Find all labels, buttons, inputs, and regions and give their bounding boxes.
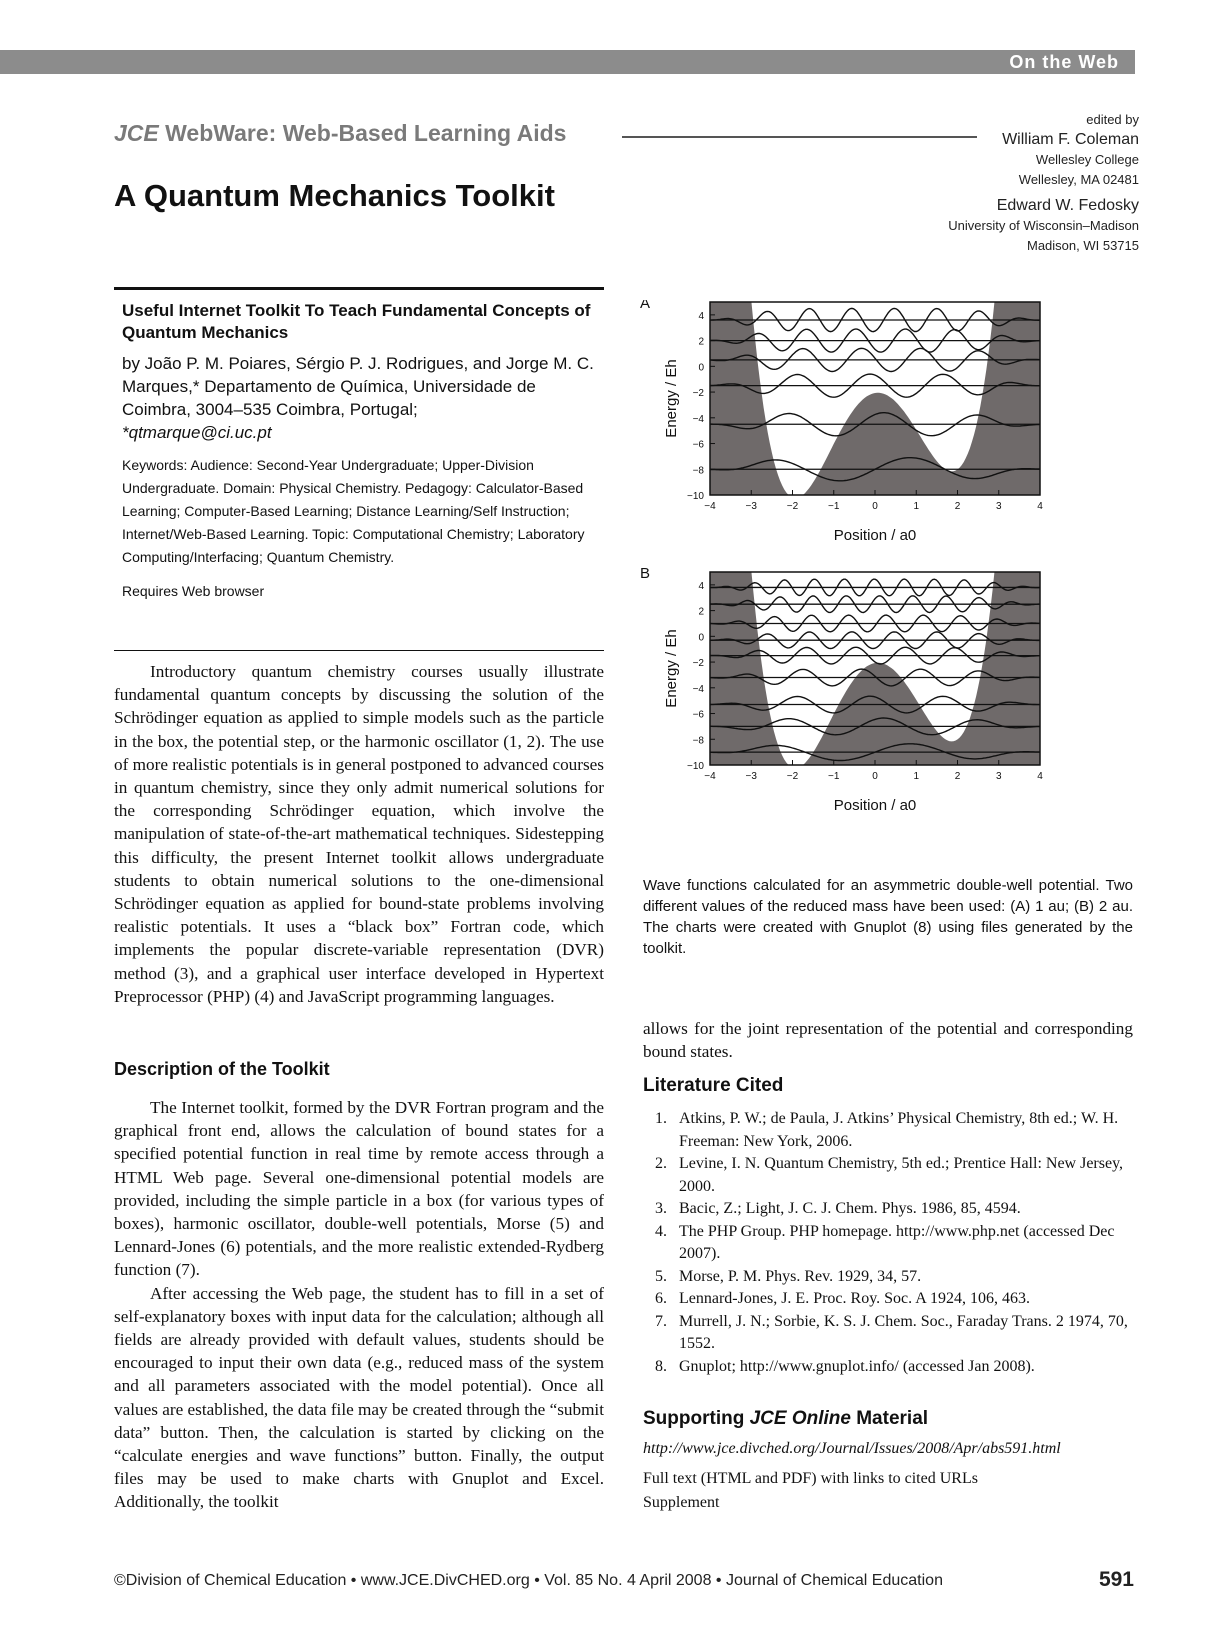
supporting-heading-emphasis: JCE Online <box>749 1408 851 1429</box>
reference-item <box>655 1108 1135 1153</box>
editor-2-affiliation: University of Wisconsin–Madison <box>948 218 1139 233</box>
x-tick-label: −3 <box>745 501 757 512</box>
supporting-heading-prefix: Supporting <box>643 1408 750 1429</box>
intro-paragraph-block <box>114 660 604 1008</box>
x-tick-label: −1 <box>828 771 840 782</box>
header-band <box>0 50 1135 74</box>
x-tick-label: 3 <box>995 771 1002 782</box>
y-tick-label: 4 <box>698 310 704 322</box>
reference-number: 5. <box>655 1267 667 1285</box>
x-tick-label: −4 <box>704 501 716 512</box>
abstract-authors <box>122 352 597 444</box>
x-axis-label: Position / a0 <box>833 797 917 814</box>
x-tick-label: −2 <box>786 501 799 512</box>
editor-1-name: William F. Coleman <box>1002 131 1139 148</box>
editor-1-address: Wellesley, MA 02481 <box>1018 172 1139 187</box>
literature-heading: Literature Cited <box>643 1075 784 1096</box>
y-tick-label: −10 <box>687 491 704 502</box>
editor-2-address: Madison, WI 53715 <box>1026 238 1139 253</box>
y-tick-label: −2 <box>692 388 704 400</box>
abstract-requirements: Requires Web browser <box>122 583 265 599</box>
section-heading-block <box>114 1058 604 1081</box>
y-tick-label: −8 <box>692 735 704 747</box>
supporting-heading <box>643 1408 928 1430</box>
reference-text: Gnuplot; http://www.gnuplot.info/ (accessed Jan 2008). <box>679 1357 1035 1375</box>
y-tick-label: 2 <box>698 336 704 348</box>
column-title-text: WebWare: Web-Based Learning Aids <box>158 120 567 146</box>
supporting-heading-suffix: Material <box>850 1408 929 1429</box>
reference-number: 8. <box>655 1357 667 1375</box>
y-tick-label: −8 <box>692 465 704 477</box>
y-axis-label: Energy / Eh <box>663 359 680 438</box>
reference-text: Lennard-Jones, J. E. Proc. Roy. Soc. A 1924, 106, 463. <box>679 1290 1030 1307</box>
reference-number: 4. <box>655 1222 667 1240</box>
x-tick-label: −3 <box>745 771 757 782</box>
article-title: A Quantum Mechanics Toolkit <box>114 178 555 213</box>
reference-item <box>655 1198 1135 1221</box>
y-tick-label: −6 <box>692 709 704 721</box>
editor-1-affiliation: Wellesley College <box>1035 152 1139 167</box>
column-title <box>114 120 566 147</box>
y-tick-label: 0 <box>698 362 704 374</box>
x-tick-label: 3 <box>995 501 1002 512</box>
x-tick-label: 1 <box>913 501 920 512</box>
y-tick-label: 0 <box>698 632 704 644</box>
x-tick-label: 4 <box>1037 771 1043 782</box>
abstract-title: Useful Internet Toolkit To Teach Fundamental Concepts of Quantum Mechanics <box>122 301 591 342</box>
chart-panel-a <box>640 300 1043 544</box>
x-tick-label: 0 <box>872 501 878 512</box>
x-tick-label: −4 <box>704 771 716 782</box>
reference-text: Atkins, P. W.; de Paula, J. Atkins’ Physical Chemistry, 8th ed.; W. H. Freeman: New York, 2006. <box>679 1110 1119 1150</box>
y-tick-label: −2 <box>692 658 704 670</box>
reference-item <box>655 1221 1135 1266</box>
figure <box>640 300 1140 865</box>
figure-svg <box>640 300 1140 860</box>
reference-text: Morse, P. M. Phys. Rev. 1929, 34, 57. <box>679 1267 922 1285</box>
reference-item <box>655 1311 1135 1356</box>
reference-text: Murrell, J. N.; Sorbie, K. S. J. Chem. Soc., Faraday Trans. 2 1974, 70, 1552. <box>679 1312 1128 1352</box>
column-title-prefix: JCE <box>114 120 159 146</box>
reference-number: 6. <box>655 1290 667 1307</box>
reference-number: 1. <box>655 1110 667 1127</box>
description-paragraphs <box>114 1096 604 1514</box>
description-paragraph-1: The Internet toolkit, formed by the DVR Fortran program and the graphical front end, allows the calculation of bound states for a specified potential function in real time by remote access through a HTML Web page. Several one-dimensional potential models are provided, including the simple particle in a box (for various types of boxes), harmonic oscillator, double-well potentials, Morse (5) and Lennard-Jones (6) potentials, and the more realistic extended-Rydberg function (7). <box>114 1098 604 1280</box>
reference-item <box>655 1266 1135 1289</box>
chart-panel-b <box>640 546 1043 814</box>
y-tick-label: −10 <box>687 761 704 772</box>
reference-item <box>655 1288 1135 1311</box>
supporting-url-link[interactable]: http://www.jce.divched.org/Journal/Issues/2008/Apr/abs591.html <box>643 1440 1061 1457</box>
x-tick-label: 2 <box>954 501 961 512</box>
closing-paragraph: allows for the joint representation of the potential and corresponding bound states. <box>643 1019 1133 1062</box>
author-email-link[interactable]: *qtmarque@ci.uc.pt <box>122 423 272 442</box>
abstract-box <box>122 300 597 599</box>
panel-label: A <box>640 300 651 312</box>
y-tick-label: −6 <box>692 439 704 451</box>
reference-text: Bacic, Z.; Light, J. C. J. Chem. Phys. 1986, 85, 4594. <box>679 1200 1021 1217</box>
title-rule <box>622 136 977 138</box>
footer-text: ©Division of Chemical Education • www.JCE.DivCHED.org • Vol. 85 No. 4 April 2008 • Journal of Chemical Education <box>114 1572 943 1589</box>
description-paragraph-2: After accessing the Web page, the student has to fill in a set of self-explanatory boxes with input data for the calculation; although all fields are already provided with default values, students should be encouraged to input their own data (e.g., reduced mass of the system and all parameters associated with the model potential). Once all values are established, the data file may be created through the “submit data” button. Then, the calculation is started by clicking on the “calculate energies and wave functions” button. Finally, the output files may be used to make charts with Gnuplot and Excel. Additionally, the toolkit <box>114 1283 604 1512</box>
x-tick-label: 4 <box>1037 501 1043 512</box>
supporting-item-fulltext: Full text (HTML and PDF) with links to cited URLs <box>643 1470 978 1487</box>
x-tick-label: −2 <box>786 771 799 782</box>
editors-block <box>948 110 1139 256</box>
page-number: 591 <box>1098 1568 1134 1591</box>
abstract-keywords: Keywords: Audience: Second-Year Undergraduate; Upper-Division Undergraduate. Domain: Physical Chemistry. Pedagogy: Calculator-Based Learning; Computer-Based Learning; Distance Learning/Self Instruction; Internet/Web-Based Learning. Topic: Computational Chemistry; Laboratory Computing/Interfacing; Quantum Chemistry. <box>122 457 585 565</box>
abstract-authors-text: by João P. M. Poiares, Sérgio P. J. Rodrigues, and Jorge M. C. Marques,* Departamento de Química, Universidade de Coimbra, 3004–535 Coimbra, Portugal; <box>122 354 594 419</box>
page-footer <box>114 1568 1134 1591</box>
editor-2-name: Edward W. Fedosky <box>996 197 1139 214</box>
abstract-bottom-rule <box>114 650 604 651</box>
reference-item <box>655 1153 1135 1198</box>
closing-paragraph-block <box>643 1017 1133 1063</box>
reference-number: 3. <box>655 1200 667 1217</box>
y-tick-label: 4 <box>698 580 704 592</box>
reference-text: The PHP Group. PHP homepage. http://www.php.net (accessed Dec 2007). <box>679 1222 1115 1262</box>
abstract-top-rule <box>114 287 604 290</box>
reference-number: 2. <box>655 1155 667 1172</box>
x-tick-label: −1 <box>828 501 840 512</box>
y-axis-label: Energy / Eh <box>663 629 680 708</box>
x-tick-label: 0 <box>872 771 878 782</box>
reference-number: 7. <box>655 1312 667 1330</box>
reference-text: Levine, I. N. Quantum Chemistry, 5th ed.; Prentice Hall: New Jersey, 2000. <box>679 1155 1124 1195</box>
section-heading: Description of the Toolkit <box>114 1059 330 1079</box>
x-tick-label: 2 <box>954 771 961 782</box>
x-axis-label: Position / a0 <box>833 527 917 544</box>
y-tick-label: −4 <box>692 683 704 695</box>
edited-by-label: edited by <box>1086 112 1139 127</box>
y-tick-label: −4 <box>692 413 704 425</box>
x-tick-label: 1 <box>913 771 920 782</box>
intro-paragraph: Introductory quantum chemistry courses usually illustrate fundamental quantum concepts by discussing the solution of the Schrödinger equation as applied to simple models such as the particle in the box, the potential step, or the harmonic oscillator (1, 2). The use of more realistic potentials is in general postponed to advanced courses in quantum chemistry, since they only admit numerical solutions for the corresponding Schrödinger equation, which involve the manipulation of state-of-the-art mathematical techniques. Sidestepping this difficulty, the present Internet toolkit allows undergraduate students to obtain numerical solutions to the one-dimensional Schrödinger equation as applied for bound-state problems involving realistic potentials. It uses a “black box” Fortran code, which implements the popular discrete-variable representation (DVR) method (3), and a graphical user interface developed in Hypertext Preprocessor (PHP) (4) and JavaScript programming languages. <box>114 662 604 1006</box>
supporting-item-supplement: Supplement <box>643 1494 720 1511</box>
section-tag: On the Web <box>1009 52 1119 72</box>
reference-list <box>655 1108 1135 1378</box>
y-tick-label: 2 <box>698 606 704 618</box>
reference-item <box>655 1356 1135 1379</box>
panel-label: B <box>640 565 651 582</box>
figure-caption: Wave functions calculated for an asymmetric double-well potential. Two different values of the reduced mass have been used: (A) 1 au; (B) 2 au. The charts were created with Gnuplot (8) using files generated by the toolkit. <box>643 877 1133 957</box>
